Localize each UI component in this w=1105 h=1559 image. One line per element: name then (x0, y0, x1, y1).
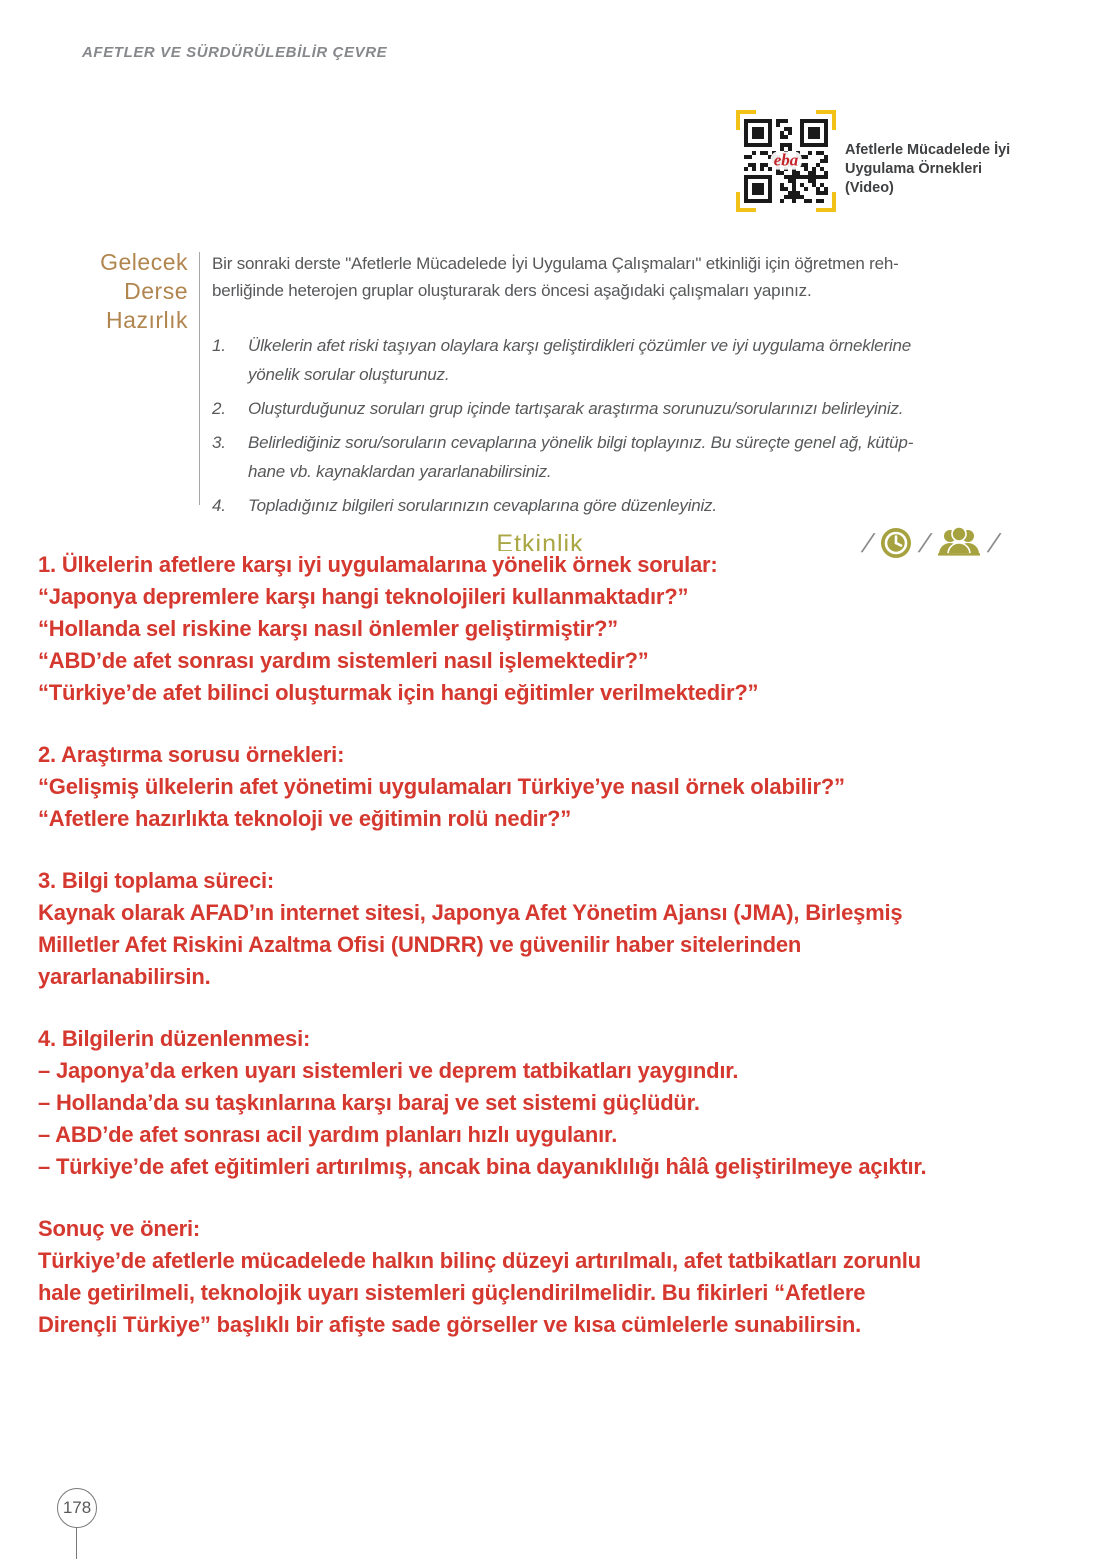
qr-caption (845, 141, 1045, 198)
answer-section (38, 1023, 1100, 1183)
prep-item-number: 4. (212, 496, 226, 515)
answer-section (38, 1213, 1100, 1341)
activity-label: Etkinlik (496, 530, 584, 551)
qr-frame (736, 110, 836, 212)
prep-item-number: 1. (212, 336, 226, 355)
divider-line (199, 252, 200, 505)
answer-section-heading: 3. Bilgi toplama süreci: (38, 868, 275, 893)
prep-item-line: yönelik sorular oluşturunuz. (248, 365, 450, 384)
prep-title (60, 248, 188, 335)
prep-title-line: Gelecek (100, 249, 188, 275)
prep-item-line: hane vb. kaynaklardan yararlanabilirsiniz. (248, 462, 552, 481)
answer-section-heading: 1. Ülkelerin afetlere karşı iyi uygulamalarına yönelik örnek sorular: (38, 552, 718, 577)
answer-section-heading: 4. Bilgilerin düzenlenmesi: (38, 1026, 311, 1051)
prep-intro-line: Bir sonraki derste "Afetlerle Mücadelede İyi Uygulama Çalışmaları" etkinliği için öğretmen reh- (212, 254, 899, 273)
answer-line: “Türkiye’de afet bilinci oluşturmak için hangi eğitimler verilmektedir?” (38, 680, 759, 705)
prep-list-item (212, 491, 913, 520)
chapter-header: AFETLER VE SÜRDÜRÜLEBİLİR ÇEVRE (82, 44, 388, 61)
prep-item-text (248, 331, 911, 389)
page-number: 178 (62, 1498, 92, 1517)
prep-item-line: Oluşturduğunuz soruları grup içinde tartışarak araştırma sorunuzu/sorularınızı belirleyiniz. (248, 399, 904, 418)
answer-line: Milletler Afet Riskini Azaltma Ofisi (UNDRR) ve güvenilir haber sitelerinden (38, 932, 802, 957)
answer-line: – Japonya’da erken uyarı sistemleri ve deprem tatbikatları yaygındır. (38, 1058, 739, 1083)
prep-list-item (212, 331, 913, 389)
answer-line: “Hollanda sel riskine karşı nasıl önlemler geliştirmiştir?” (38, 616, 618, 641)
answer-section (38, 739, 1100, 835)
answer-line: hale getirilmeli, teknolojik uyarı sistemleri güçlendirilmelidir. Bu fikirleri “Afetlere (38, 1280, 866, 1305)
prep-item-line: Belirlediğiniz soru/soruların cevaplarına yönelik bilgi toplayınız. Bu süreçte genel ağ, kütüp- (248, 433, 914, 452)
answer-line: – Hollanda’da su taşkınlarına karşı baraj ve set sistemi güçlüdür. (38, 1090, 700, 1115)
answer-overlay (38, 549, 1100, 1371)
prep-item-text (248, 394, 903, 423)
prep-intro (212, 250, 899, 304)
prep-title-line: Derse (124, 278, 188, 304)
answer-line: “Gelişmiş ülkelerin afet yönetimi uygulamaları Türkiye’ye nasıl örnek olabilir?” (38, 774, 845, 799)
eba-logo: eba (771, 152, 802, 170)
prep-item-line: Ülkelerin afet riski taşıyan olaylara karşı geliştirdikleri çözümler ve iyi uygulama örneklerine (248, 336, 911, 355)
prep-item-text (248, 428, 913, 486)
qr-caption-line: Afetlerle Mücadelede İyi (845, 142, 1011, 158)
answer-line: “Afetlere hazırlıkta teknoloji ve eğitimin rolü nedir?” (38, 806, 571, 831)
answer-line: Kaynak olarak AFAD’ın internet sitesi, Japonya Afet Yönetim Ajansı (JMA), Birleşmiş (38, 900, 903, 925)
prep-intro-line: berliğinde heterojen gruplar oluşturarak ders öncesi aşağıdaki çalışmaları yapınız. (212, 281, 812, 300)
prep-title-line: Hazırlık (106, 307, 188, 333)
prep-item-line: Topladığınız bilgileri sorularınızın cevaplarına göre düzenleyiniz. (248, 496, 717, 515)
slash-divider: / (860, 528, 875, 558)
answer-line: Dirençli Türkiye” başlıklı bir afişte sade görseller ve kısa cümlelerle sunabilirsin. (38, 1312, 862, 1337)
slash-divider: / (987, 528, 1001, 558)
prep-item-number: 3. (212, 433, 226, 452)
answer-line: “ABD’de afet sonrası yardım sistemleri nasıl işlemektedir?” (38, 648, 649, 673)
answer-line: yararlanabilirsin. (38, 964, 211, 989)
answer-line: – ABD’de afet sonrası acil yardım planları hızlı uygulanır. (38, 1122, 618, 1147)
answer-line: Türkiye’de afetlerle mücadelede halkın bilinç düzeyi artırılmalı, afet tatbikatları zorunlu (38, 1248, 921, 1273)
slash-divider: / (918, 528, 932, 558)
answer-section-heading: Sonuç ve öneri: (38, 1216, 201, 1241)
prep-list (212, 331, 913, 525)
prep-list-item (212, 394, 913, 423)
answer-section-heading: 2. Araştırma sorusu örnekleri: (38, 742, 345, 767)
activity-header-clip (470, 530, 610, 551)
answer-section (38, 865, 1100, 993)
answer-line: “Japonya depremlere karşı hangi teknolojileri kullanmaktadır?” (38, 584, 689, 609)
page-number-badge (57, 1488, 97, 1528)
prep-list-item (212, 428, 913, 486)
qr-caption-line: (Video) (845, 180, 894, 196)
answer-line: – Türkiye’de afet eğitimleri artırılmış, ancak bina dayanıklılığı hâlâ geliştirilmeye açıktır. (38, 1154, 927, 1179)
qr-caption-line: Uygulama Örnekleri (845, 161, 982, 177)
prep-item-text (248, 491, 717, 520)
page-number-line (76, 1528, 77, 1559)
answer-section (38, 549, 1100, 709)
prep-item-number: 2. (212, 399, 226, 418)
